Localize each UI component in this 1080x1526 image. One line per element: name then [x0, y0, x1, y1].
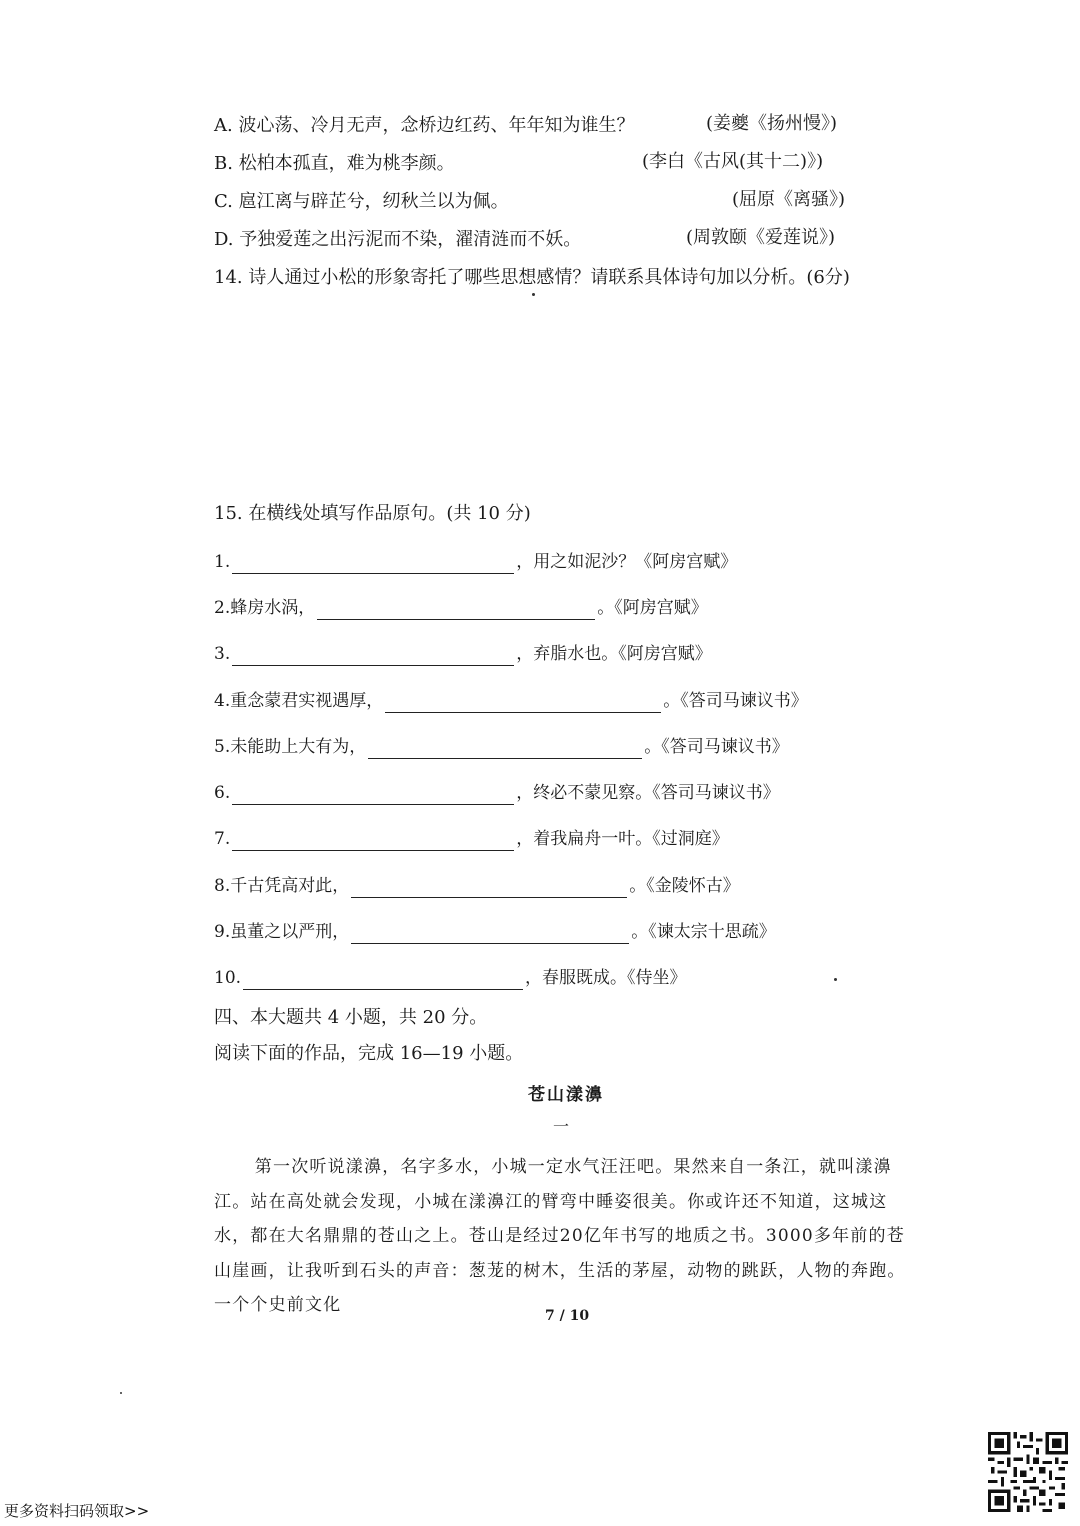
fill-item-6 [214, 781, 780, 805]
fill-item-1 [214, 550, 737, 574]
section-4-heading: 四、本大题共 4 小题，共 20 分。 [214, 1007, 488, 1028]
fill-item-10 [214, 966, 687, 990]
fill-item-prefix: 3. [214, 644, 231, 664]
fill-item-prefix: 4.重念蒙君实视遇厚， [214, 691, 384, 711]
answer-blank[interactable] [317, 601, 595, 620]
fill-item-suffix: ，春服既成。《侍坐》 [525, 968, 687, 988]
fill-item-9 [214, 920, 776, 944]
answer-blank[interactable] [385, 694, 661, 713]
fill-item-4 [214, 689, 808, 713]
fill-item-prefix: 10. [214, 968, 242, 988]
answer-blank[interactable] [368, 740, 642, 759]
option-b: B. 松柏本孤直，难为桃李颜。 [214, 153, 455, 174]
fill-item-2 [214, 596, 708, 620]
fill-item-suffix: 。《金陵怀古》 [629, 876, 740, 896]
fill-item-suffix: ，终必不蒙见察。《答司马谏议书》 [516, 783, 780, 803]
fill-item-3 [214, 642, 712, 666]
answer-blank[interactable] [232, 832, 514, 851]
fill-item-prefix: 1. [214, 552, 231, 572]
option-a: A. 波心荡、冷月无声，念桥边红药、年年知为谁生？ [214, 115, 635, 136]
page-number: 7 / 10 [545, 1308, 590, 1324]
answer-blank[interactable] [232, 786, 514, 805]
fill-item-suffix: 。《谏太宗十思疏》 [631, 922, 776, 942]
fill-item-prefix: 5.未能助上大有为， [214, 737, 367, 757]
article-title: 苍山漾濞 [528, 1085, 604, 1105]
option-b-source: (李白《古风(其十二)》) [642, 151, 824, 172]
article-paragraph: 第一次听说漾濞，名字多水，小城一定水气汪汪吧。果然来自一条江，就叫漾濞江。站在高处就会发现，小城在漾濞江的臂弯中睡姿很美。你或许还不知道，这城这水，都在大名鼎鼎的苍山之上。苍山是经过20亿年书写的地质之书。3000多年前的苍山崖画，让我听到石头的声音：葱茏的树木，生活的茅屋，动物的跳跃，人物的奔跑。一个个史前文化 [214, 1157, 906, 1315]
section-4-instruction: 阅读下面的作品，完成 16—19 小题。 [214, 1043, 524, 1064]
option-c-source: (屈原《离骚》) [732, 189, 846, 210]
fill-item-prefix: 7. [214, 829, 231, 849]
article-body [214, 1150, 914, 1323]
question-15-heading: 15. 在横线处填写作品原句。(共 10 分) [214, 503, 531, 524]
fill-item-suffix: 。《答司马谏议书》 [644, 737, 789, 757]
fill-item-suffix: ，用之如泥沙？《阿房宫赋》 [516, 552, 738, 572]
fill-item-suffix: 。《阿房宫赋》 [597, 598, 708, 618]
qr-code-icon[interactable] [988, 1432, 1068, 1512]
fill-item-7 [214, 827, 729, 851]
fill-item-prefix: 2.蜂房水涡， [214, 598, 316, 618]
option-c: C. 扈江离与辟芷兮，纫秋兰以为佩。 [214, 191, 509, 212]
answer-blank[interactable] [351, 879, 627, 898]
question-14: 14. 诗人通过小松的形象寄托了哪些思想感情？请联系具体诗句加以分析。(6分) [214, 267, 850, 288]
fill-item-suffix: ，弃脂水也。《阿房宫赋》 [516, 644, 712, 664]
option-d-source: (周敦颐《爱莲说》) [686, 227, 836, 248]
answer-blank[interactable] [232, 647, 514, 666]
article-part-number: 一 [553, 1117, 570, 1136]
fill-item-5 [214, 735, 789, 759]
fill-item-prefix: 6. [214, 783, 231, 803]
answer-blank[interactable] [232, 555, 514, 574]
scan-speck [532, 293, 535, 296]
answer-blank[interactable] [243, 971, 523, 990]
fill-item-suffix: 。《答司马谏议书》 [663, 691, 808, 711]
scan-speck [834, 978, 837, 981]
answer-blank[interactable] [351, 925, 629, 944]
option-d: D. 予独爱莲之出污泥而不染，濯清涟而不妖。 [214, 229, 582, 250]
fill-item-prefix: 8.千古凭高对此， [214, 876, 350, 896]
fill-item-suffix: ，着我扁舟一叶。《过洞庭》 [516, 829, 729, 849]
footer-promo-text[interactable]: 更多资料扫码领取>> [4, 1502, 150, 1520]
option-a-source: (姜夔《扬州慢》) [706, 113, 838, 134]
fill-item-8 [214, 874, 740, 898]
scan-speck [120, 1392, 122, 1394]
fill-item-prefix: 9.虽董之以严刑， [214, 922, 350, 942]
